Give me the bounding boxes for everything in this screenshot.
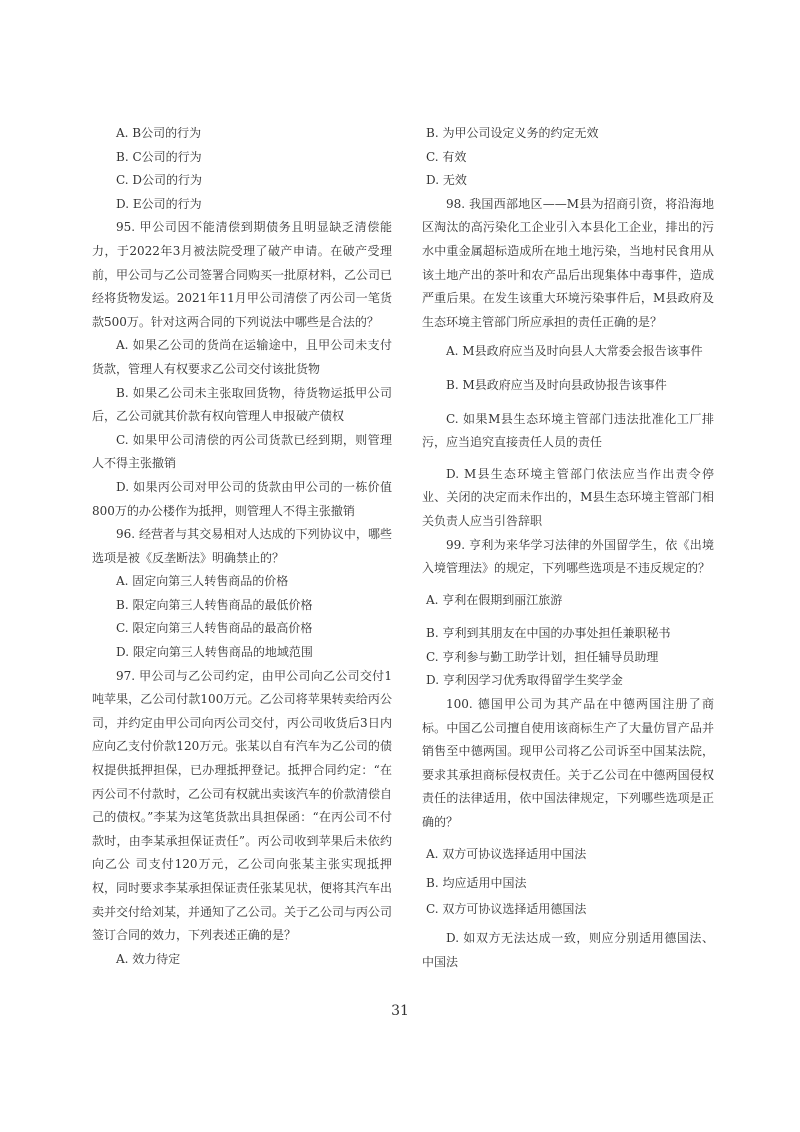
answer-option: A. B公司的行为 bbox=[116, 126, 202, 140]
question-paragraph: B. 如果乙公司未主张取回货物，待货物运抵甲公司后，乙公司就其价款有权向管理人申报破产债权 bbox=[92, 385, 392, 424]
answer-option: B. 均应适用中国法 bbox=[426, 876, 527, 891]
question-paragraph: 95. 甲公司因不能清偿到期债务且明显缺乏清偿能力，于2022年3月被法院受理了破产申请。在破产受理前，甲公司与乙公司签署合同购买一批原材料，乙公司已经将货物发运。2021年11月甲公司清偿了丙公司一笔货款500万。针对这两合同的下列说法中哪些是合法的？ bbox=[92, 220, 393, 329]
question-paragraph: D. 如双方无法达成一致，则应分别适用德国法、中国法 bbox=[422, 931, 714, 969]
answer-option: D. 无效 bbox=[426, 173, 467, 188]
question-paragraph: D. 如果丙公司对甲公司的货款由甲公司的一栋价值800万的办公楼作为抵押，则管理人不得主张撤销 bbox=[92, 479, 392, 518]
answer-option: C. 双方可协议选择适用德国法 bbox=[426, 901, 587, 916]
question-paragraph: 97. 甲公司与乙公司约定，由甲公司向乙公司交付1吨苹果，乙公司付款100万元。乙公司将苹果转卖给丙公司，并约定由甲公司向丙公司交付，丙公司收货后3日内应向乙支付价款120万元。张某以自有汽车为乙公司的债权提供抵押担保，已办理抵押登记。抵押合同约定：“在丙公司不付款时，乙公司有权就出卖该汽车的价款清偿自己的债权。”李某为这笔货款出具担保函：“在丙公司不付款时，由李某承担保证责任”。丙公司收到苹果后未依约向乙公 司支付120万元，乙公司向张某主张实现抵押权，同时要求李某承担保证责任张某见状，便将其汽车出卖并交付给刘某，并通知了乙公司。关于乙公司与丙公司签订合同的效力，下列表述正确的是？ bbox=[92, 668, 393, 943]
page-number: 31 bbox=[391, 1003, 409, 1019]
question-paragraph: A. 如果乙公司的货尚在运输途中，且甲公司未支付货款，管理人有权要求乙公司交付该批货物 bbox=[92, 338, 392, 376]
right-column bbox=[422, 122, 714, 975]
answer-option: B. 亨利到其朋友在中国的办事处担任兼职秘书 bbox=[426, 626, 671, 641]
answer-option: B. C公司的行为 bbox=[116, 149, 202, 164]
answer-option: D. 限定向第三人转售商品的地域范围 bbox=[116, 645, 313, 660]
question-paragraph: D. M县生态环境主管部门依法应当作出责令停业、关闭的决定而未作出的，M县生态环境主管部门相关负责人应当引咎辞职 bbox=[422, 466, 714, 528]
question-paragraph: B. M县政府应当及时向县政协报告该事件 bbox=[446, 377, 667, 392]
answer-option: D. 亨利因学习优秀取得留学生奖学金 bbox=[426, 673, 623, 688]
answer-option: A. 固定向第三人转售商品的价格 bbox=[116, 574, 289, 589]
question-paragraph: A. M县政府应当及时向县人大常委会报告该事件 bbox=[446, 344, 703, 359]
answer-option: C. 亨利参与勤工助学计划，担任辅导员助理 bbox=[426, 649, 659, 664]
answer-option: B. 为甲公司设定义务的约定无效 bbox=[426, 126, 599, 140]
answer-option: A. 双方可协议选择适用中国法 bbox=[426, 846, 587, 861]
answer-option: C. D公司的行为 bbox=[116, 173, 203, 188]
question-paragraph: C. 如果甲公司清偿的丙公司货款已经到期，则管理人不得主张撤销 bbox=[92, 432, 392, 471]
question-paragraph: 96. 经营者与其交易相对人达成的下列协议中，哪些选项是被《反垄断法》明确禁止的？ bbox=[92, 527, 392, 565]
answer-option: A. 效力待定 bbox=[116, 951, 181, 966]
answer-option: B. 限定向第三人转售商品的最低价格 bbox=[116, 597, 313, 612]
answer-option: A. 亨利在假期到丽江旅游 bbox=[426, 592, 563, 607]
question-paragraph: C. 如果M县生态环境主管部门违法批准化工厂排污，应当追究直接责任人员的责任 bbox=[422, 411, 714, 450]
question-paragraph: 99. 亨利为来华学习法律的外国留学生，依《出境入境管理法》的规定，下列哪些选项是不违反规定的？ bbox=[422, 537, 714, 576]
answer-option: C. 有效 bbox=[426, 149, 467, 164]
question-paragraph: 100. 德国甲公司为其产品在中德两国注册了商标。中国乙公司擅自使用该商标生产了大量仿冒产品并销售至中德两国。现甲公司将乙公司诉至中国某法院，要求其承担商标侵权责任。关于乙公司在中德两国侵权责任的法律适用，依中国法律规定，下列哪些选项是正确的？ bbox=[422, 697, 714, 830]
left-column bbox=[92, 122, 392, 971]
answer-option: D. E公司的行为 bbox=[116, 196, 202, 211]
question-paragraph: 98. 我国西部地区——M县为招商引资，将沿海地区淘汰的高污染化工企业引入本县化工企业，排出的污水中重金属超标造成所在地土地污染，当地村民食用从该土地产出的茶叶和农产品后出现集体中毒事件，造成严重后果。在发生该重大环境污染事件后，M县政府及生态环境主管部门所应承担的责任正确的是？ bbox=[422, 196, 714, 329]
answer-option: C. 限定向第三人转售商品的最高价格 bbox=[116, 621, 313, 636]
